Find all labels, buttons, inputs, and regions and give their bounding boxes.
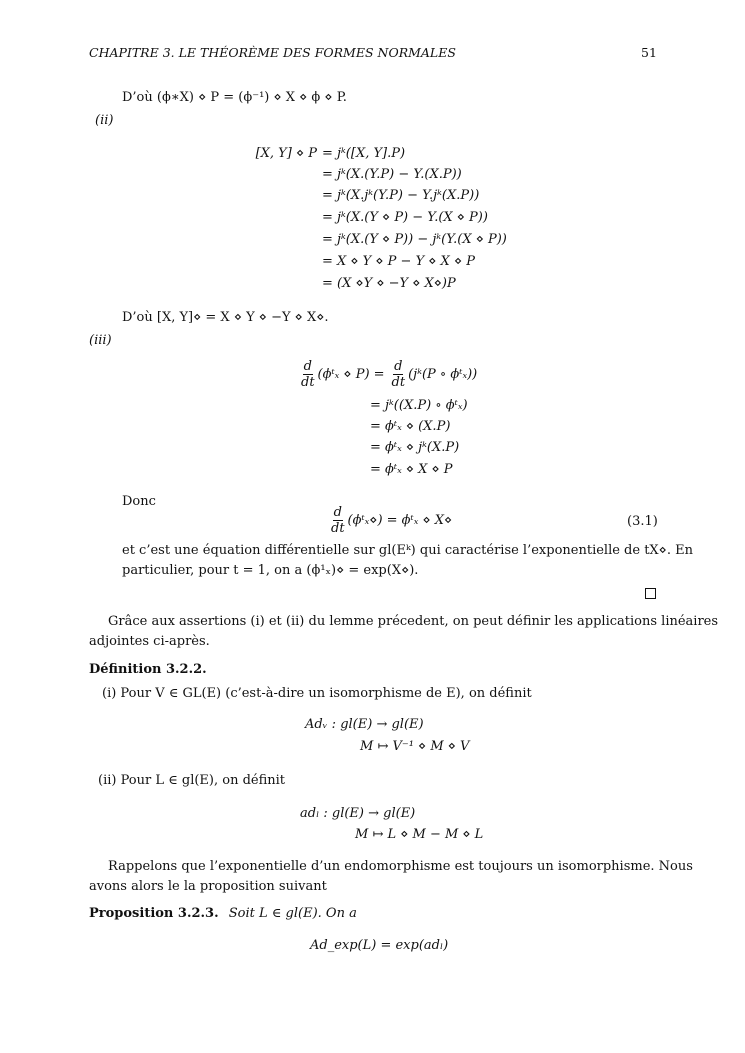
part3-first-line — [300, 359, 477, 390]
transition-line-2: adjointes ci-après. — [89, 634, 210, 649]
proposition-title: Proposition 3.2.3. — [89, 906, 219, 921]
equation-3-1 — [330, 505, 452, 536]
part3-rhs-first: (jᵏ(P ∘ ϕᵗₓ)) — [408, 367, 478, 382]
running-header: CHAPITRE 3. LE THÉORÈME DES FORMES NORMALES — [89, 45, 456, 60]
definition-item-1-map: Adᵥ : gl(E) → gl(E) — [305, 717, 424, 732]
part2-lhs: [X, Y] ⋄ P — [255, 146, 317, 161]
part3-step-4: = ϕᵗₓ ⋄ X ⋄ P — [370, 462, 453, 477]
part1-conclusion: D’où (ϕ∗X) ⋄ P = (ϕ⁻¹) ⋄ X ⋄ ϕ ⋄ P. — [122, 90, 347, 105]
eq31-body: (ϕᵗₓ⋄) = ϕᵗₓ ⋄ X⋄ — [347, 513, 453, 528]
definition-item-2-map: adₗ : gl(E) → gl(E) — [300, 806, 416, 821]
definition-item-1-rule: M ↦ V⁻¹ ⋄ M ⋄ V — [360, 739, 470, 754]
part3-step-2: = ϕᵗₓ ⋄ (X.P) — [370, 419, 451, 434]
qed-square — [645, 588, 656, 599]
proposition-formula: Ad_exp(L) = exp(adₗ) — [310, 938, 449, 953]
part2-step-7: = (X ⋄Y ⋄ −Y ⋄ X⋄)P — [322, 276, 456, 291]
definition-title: Définition 3.2.2. — [89, 662, 207, 677]
derivative-fraction-rhs: $\frac{d}{dt}$ — [391, 359, 406, 390]
donc-text: Donc — [122, 494, 156, 509]
part3-lhs-rest: (ϕᵗₓ ⋄ P) = — [317, 367, 385, 382]
derivative-fraction-lhs: $\frac{d}{dt}$ — [301, 359, 315, 390]
part2-step-2: = jᵏ(X.(Y.P) − Y.(X.P)) — [322, 167, 462, 182]
recall-line-2: avons alors le la proposition suivant — [89, 879, 327, 894]
part3-label: (iii) — [89, 333, 112, 348]
part2-label: (ii) — [95, 113, 114, 128]
part2-conclusion: D’où [X, Y]⋄ = X ⋄ Y ⋄ −Y ⋄ X⋄. — [122, 310, 329, 325]
definition-item-2: (ii) Pour L ∈ gl(E), on définit — [98, 773, 286, 788]
part3-step-1: = jᵏ((X.P) ∘ ϕᵗₓ) — [370, 398, 468, 413]
derivative-fraction-eq31: $\frac{d}{dt}$ — [331, 505, 345, 536]
page-number: 51 — [641, 45, 657, 60]
equation-number: (3.1) — [627, 514, 658, 529]
recall-line-1: Rappelons que l’exponentielle d’un endomorphisme est toujours un isomorphisme. Nous — [108, 859, 693, 874]
definition-item-2-rule: M ↦ L ⋄ M − M ⋄ L — [355, 827, 484, 842]
part3-after-line-1: et c’est une équation différentielle sur gl(Eᵏ) qui caractérise l’exponentielle de tX⋄. En — [122, 543, 693, 558]
definition-item-1: (i) Pour V ∈ GL(E) (c’est-à-dire un isomorphisme de E), on définit — [102, 686, 532, 701]
part2-step-4: = jᵏ(X.(Y ⋄ P) − Y.(X ⋄ P)) — [322, 210, 488, 225]
transition-line-1: Grâce aux assertions (i) et (ii) du lemme précedent, on peut définir les applications linéaires — [108, 614, 719, 629]
part2-step-5: = jᵏ(X.(Y ⋄ P)) − jᵏ(Y.(X ⋄ P)) — [322, 232, 507, 247]
proposition-heading — [89, 906, 357, 921]
part2-step-6: = X ⋄ Y ⋄ P − Y ⋄ X ⋄ P — [322, 254, 475, 269]
part3-after-line-2: particulier, pour t = 1, on a (ϕ¹ₓ)⋄ = exp(X⋄). — [122, 563, 419, 578]
part2-step-1: = jᵏ([X, Y].P) — [322, 146, 406, 161]
part2-step-3: = jᵏ(X.jᵏ(Y.P) − Y.jᵏ(X.P)) — [322, 188, 480, 203]
proposition-statement: Soit L ∈ gl(E). On a — [228, 906, 357, 921]
part3-step-3: = ϕᵗₓ ⋄ jᵏ(X.P) — [370, 440, 460, 455]
